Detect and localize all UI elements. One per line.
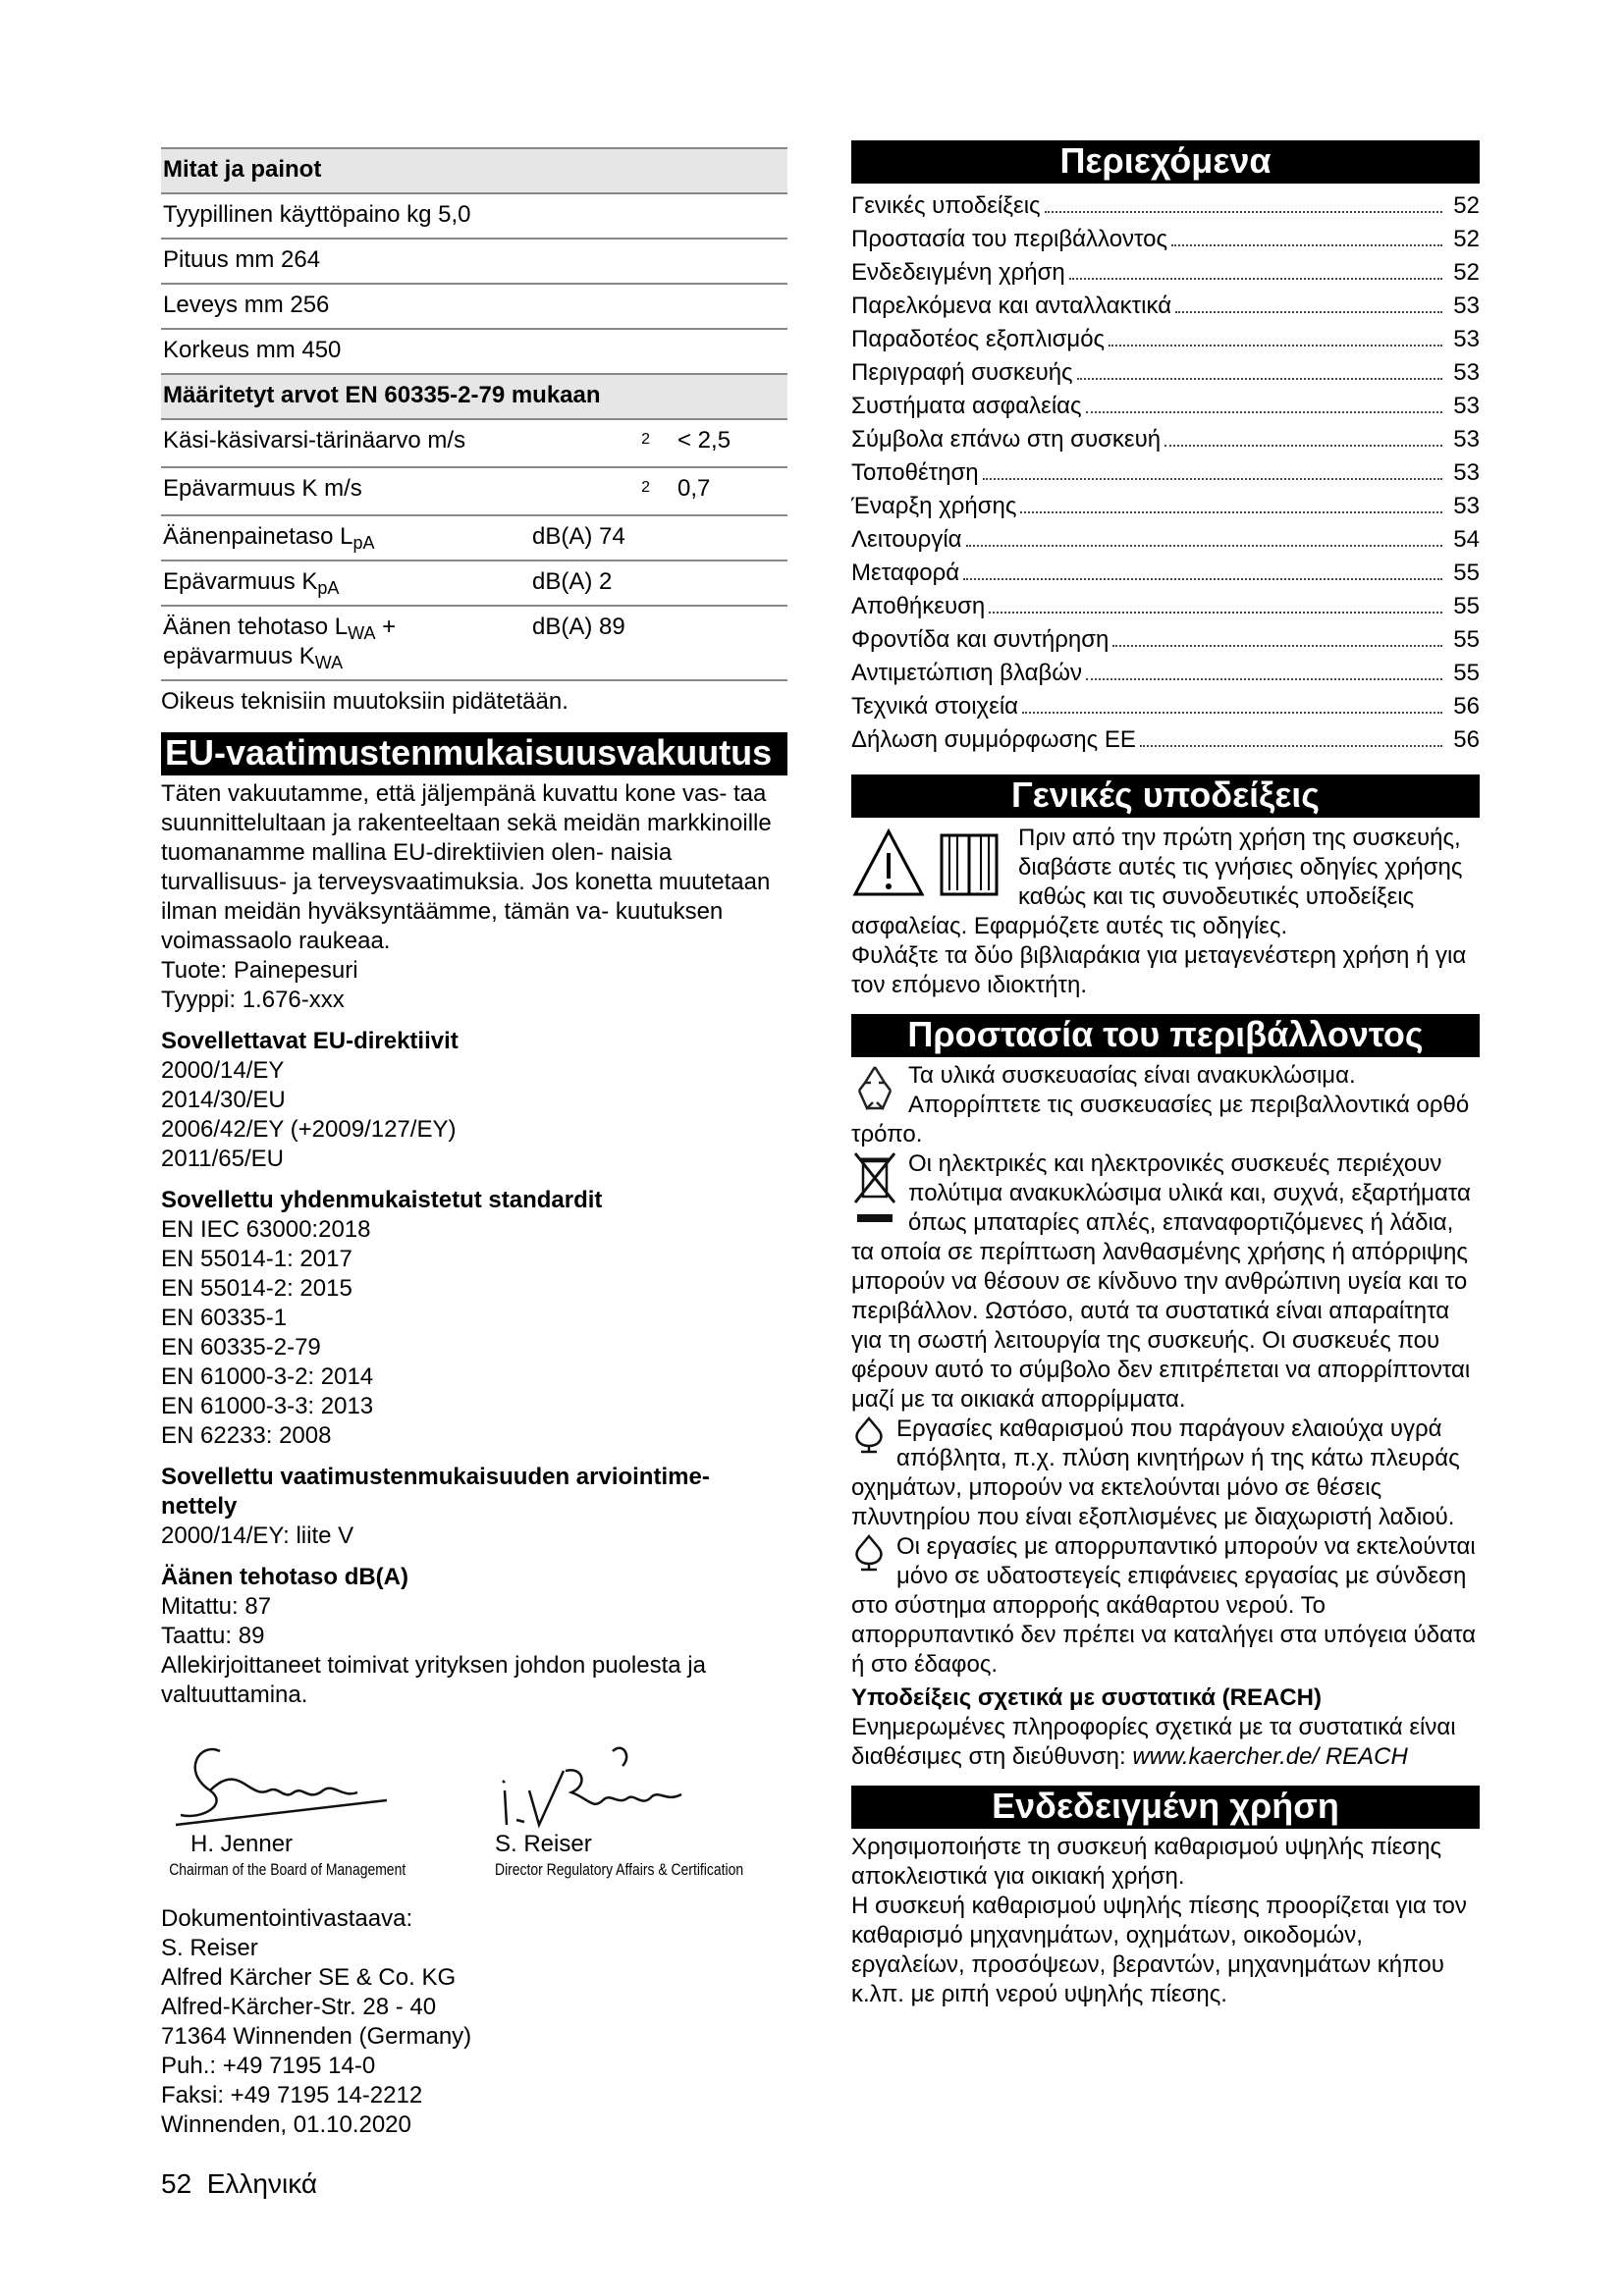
toc-item[interactable]: [851, 458, 1480, 492]
signature-block-jenner: [161, 1732, 460, 1881]
right-column: [851, 140, 1480, 2009]
toc-item[interactable]: [851, 659, 1480, 692]
toc-item-label: Παραδοτέος εξοπλισμός: [851, 326, 1106, 352]
general-heading: Γενικές υποδείξεις: [851, 774, 1480, 818]
general-text-2: Φυλάξτε τα δύο βιβλιαράκια για μεταγενέστερη χρήση ή για τον επόμενο ιδιοκτήτη.: [851, 942, 1467, 998]
toc-item[interactable]: [851, 425, 1480, 458]
spec-unit-sup: 2: [641, 431, 650, 448]
doc-line: Faksi: +49 7195 14-2212: [161, 2082, 423, 2109]
toc-item-page: 52: [1453, 259, 1480, 286]
toc-item-label: Λειτουργία: [851, 526, 962, 553]
spec-label: Äänenpainetaso L: [163, 523, 353, 550]
spec-row: Korkeus mm 450: [161, 329, 787, 374]
doc-line: Puh.: +49 7195 14-0: [161, 2053, 376, 2079]
toc-item[interactable]: [851, 525, 1480, 559]
signatures: [161, 1732, 787, 1879]
toc-item[interactable]: [851, 725, 1480, 759]
water-drop-icon: [851, 1532, 887, 1572]
recycle-icon: [851, 1061, 898, 1116]
toc-item-label: Έναρξη χρήσης: [851, 493, 1017, 519]
toc-dot-leader: [1175, 311, 1442, 313]
eu-procedure-title: Sovellettu vaatimustenmukaisuuden arviointime- nettely: [161, 1464, 710, 1520]
signature-jenner: [161, 1732, 397, 1830]
toc-item[interactable]: [851, 592, 1480, 625]
toc-item[interactable]: [851, 559, 1480, 592]
spec-row-vibration: [161, 419, 787, 467]
eu-standard: EN 60335-1: [161, 1305, 288, 1331]
intended-use-text-2: Η συσκευή καθαρισμού υψηλής πίεσης προορίζεται για τον καθαρισμό μηχανημάτων, οχημάτων, οικοδομών, εργαλείων, προσόψεων, βεραντών, μηχανημάτων κήπου κ.λπ. με ριπή νερού υψηλής πίεσης.: [851, 1893, 1467, 2007]
toc-item-label: Αντιμετώπιση βλαβών: [851, 660, 1083, 686]
signer1-role: Chairman of the Board of Management: [169, 1860, 406, 1879]
table-of-contents: [851, 191, 1480, 759]
left-column: [161, 147, 787, 2140]
toc-item-page: 53: [1453, 326, 1480, 352]
signature-reiser: [495, 1732, 691, 1830]
page-language: Ελληνικά: [206, 2168, 318, 2199]
env-detergent: [851, 1532, 1480, 1680]
toc-item-label: Συστήματα ασφαλείας: [851, 393, 1082, 419]
toc-item-page: 56: [1453, 693, 1480, 720]
toc-dot-leader: [1171, 244, 1442, 246]
reach-text: Ενημερωμένες πληροφορίες σχετικά με τα συστατικά είναι διαθέσιμες στη διεύθυνση:: [851, 1714, 1456, 1770]
environment-section: [851, 1061, 1480, 1772]
toc-dot-leader: [966, 545, 1442, 547]
spec-table: [161, 147, 787, 681]
env-weee: [851, 1149, 1480, 1415]
spec-row: Tyypillinen käyttöpaino kg 5,0: [161, 193, 787, 239]
page-footer: [161, 2169, 317, 2199]
toc-dot-leader: [1022, 712, 1442, 714]
toc-item[interactable]: [851, 625, 1480, 659]
toc-item-label: Φροντίδα και συντήρηση: [851, 626, 1110, 653]
doc-line: Alfred Kärcher SE & Co. KG: [161, 1964, 457, 1991]
intended-use-section: [851, 1833, 1480, 2009]
doc-line: Alfred-Kärcher-Str. 28 - 40: [161, 1994, 437, 2020]
spec-row-uncertainty: [161, 467, 787, 515]
env-detergent-text: Οι εργασίες με απορρυπαντικό μπορούν να εκτελούνται μόνο σε υδατοστεγείς επιφάνειες εργασίας με σύνδεση στο σύστημα απορροής ακάθαρτου νερού. Το απορρυπαντικό δεν πρέπει να καταλήγει στα υπόγεια ύδατα ή στο έδαφος.: [851, 1533, 1477, 1678]
env-oil: [851, 1415, 1480, 1532]
eu-directive: 2000/14/EY: [161, 1057, 285, 1084]
spec-row-sound-power: [161, 606, 787, 680]
eu-standard: EN 55014-1: 2017: [161, 1246, 352, 1272]
spec-value: dB(A) 74: [530, 515, 787, 561]
eu-procedure: 2000/14/EY: liite V: [161, 1522, 354, 1549]
general-icons: [851, 824, 1008, 910]
eu-directive: 2014/30/EU: [161, 1087, 286, 1113]
spec-label: Epävarmuus K m/s: [161, 467, 530, 515]
spec-unit-sup: 2: [641, 479, 650, 496]
eu-standard: EN IEC 63000:2018: [161, 1216, 371, 1243]
toc-item-label: Προστασία του περιβάλλοντος: [851, 226, 1168, 252]
spec-value: 0,7: [676, 467, 787, 515]
toc-item-label: Ενδεδειγμένη χρήση: [851, 259, 1065, 286]
eu-directives-title: Sovellettavat EU-direktiivit: [161, 1028, 459, 1054]
warning-triangle-icon: [851, 824, 1008, 902]
spec-sub: pA: [317, 578, 340, 598]
signer1-name: H. Jenner: [190, 1831, 294, 1857]
toc-item-page: 56: [1453, 726, 1480, 753]
toc-item-page: 53: [1453, 393, 1480, 419]
env-oil-text: Εργασίες καθαρισμού που παράγουν ελαιούχα υγρά απόβλητα, π.χ. πλύση κινητήρων ή της κάτω πλευράς οχημάτων, μπορούν να εκτελούνται μόνο σε θέσεις πλυντηρίου που είναι εξοπλισμένες με διαχωριστή λαδιού.: [851, 1415, 1460, 1530]
eu-standard: EN 55014-2: 2015: [161, 1275, 352, 1302]
spec-value: < 2,5: [676, 419, 787, 467]
general-text: Πριν από την πρώτη χρήση της συσκευής, διαβάστε αυτές τις γνήσιες οδηγίες χρήσης καθώς και τις συνοδευτικές υποδείξεις ασφαλείας. Εφαρμόζετε αυτές τις οδηγίες.: [851, 825, 1463, 939]
toc-item-page: 55: [1453, 626, 1480, 653]
doc-line: Dokumentointivastaava:: [161, 1905, 413, 1932]
water-drop-icon: [851, 1415, 887, 1454]
toc-item-page: 53: [1453, 459, 1480, 486]
spec-row-sound-uncertainty: [161, 561, 787, 606]
toc-heading: Περιεχόμενα: [851, 140, 1480, 184]
spec-value: dB(A) 89: [530, 606, 787, 680]
spec-row: Leveys mm 256: [161, 284, 787, 329]
eu-declaration-heading: EU-vaatimustenmukaisuusvakuutus: [161, 732, 787, 775]
env-weee-text: Οι ηλεκτρικές και ηλεκτρονικές συσκευές περιέχουν πολύτιμα ανακυκλώσιμα υλικά και, συχνά, εξαρτήματα όπως μπαταρίες απλές, επαναφορτιζόμενες ή λάδια, τα οποία σε περίπτωση λανθασμένης χρήσης ή απόρριψης μπορούν να θέσουν σε κίνδυνο την ανθρώπινη υγεία και το περιβάλλον. Ωστόσο, αυτά τα συστατικά είναι απαραίτητα για τη σωστή λειτουργία της συσκευής. Οι συσκευές που φέρουν αυτό το σύμβολο δεν επιτρέπεται να απορρίπτονται μαζί με τα οικιακά απορρίμματα.: [851, 1150, 1471, 1413]
spec-label: epävarmuus K: [163, 643, 315, 669]
toc-dot-leader: [1112, 645, 1442, 647]
toc-item-label: Μεταφορά: [851, 560, 960, 586]
toc-item-label: Σύμβολα επάνω στη συσκευή: [851, 426, 1162, 453]
toc-item-page: 55: [1453, 593, 1480, 619]
toc-item-label: Αποθήκευση: [851, 593, 986, 619]
toc-item-page: 55: [1453, 560, 1480, 586]
toc-dot-leader: [963, 578, 1442, 580]
eu-intro: Täten vakuutamme, että jäljempänä kuvattu kone vas- taa suunnittelultaan ja rakenteeltaan sekä meidän markkinoille tuomanamme mallina EU-direktiivien olen- naisia turvallisuus- ja terveysvaatimuksia. Jos konetta muutetaan ilman meidän hyväksyntäämme, tämän va- kuutuksen voimassaolo raukeaa.: [161, 780, 772, 954]
documentation-contact: [161, 1904, 787, 2140]
spec-label: +: [375, 614, 397, 640]
spec-header-dimensions: Mitat ja painot: [161, 148, 787, 193]
toc-item-label: Παρελκόμενα και ανταλλακτικά: [851, 293, 1172, 319]
reach-title: Υποδείξεις σχετικά με συστατικά (REACH): [851, 1684, 1322, 1711]
spec-sub: pA: [352, 533, 375, 553]
eu-type: Tyyppi: 1.676-xxx: [161, 987, 345, 1013]
spec-label: Äänen tehotaso L: [163, 614, 349, 640]
toc-item[interactable]: [851, 191, 1480, 225]
eu-product: Tuote: Painepesuri: [161, 957, 358, 984]
toc-item[interactable]: [851, 225, 1480, 258]
spec-label: Epävarmuus K: [163, 568, 318, 595]
toc-dot-leader: [1069, 278, 1442, 280]
toc-item[interactable]: [851, 692, 1480, 725]
toc-dot-leader: [1045, 211, 1442, 213]
toc-dot-leader: [983, 478, 1442, 480]
crossed-bin-icon: [851, 1149, 898, 1230]
toc-item[interactable]: [851, 358, 1480, 392]
toc-dot-leader: [1086, 411, 1442, 413]
toc-item-page: 52: [1453, 226, 1480, 252]
general-section: [851, 824, 1480, 1000]
doc-line: Winnenden, 01.10.2020: [161, 2111, 411, 2138]
toc-item-page: 53: [1453, 493, 1480, 519]
eu-standard: EN 61000-3-3: 2013: [161, 1393, 374, 1419]
eu-directive: 2006/42/EY (+2009/127/EY): [161, 1116, 457, 1143]
reach-link[interactable]: www.kaercher.de/ REACH: [1132, 1743, 1408, 1770]
spec-label: Käsi-käsivarsi-tärinäarvo m/s: [161, 419, 530, 467]
toc-item-page: 55: [1453, 660, 1480, 686]
intended-use-heading: Ενδεδειγμένη χρήση: [851, 1786, 1480, 1829]
intended-use-text-1: Χρησιμοποιήστε τη συσκευή καθαρισμού υψηλής πίεσης αποκλειστικά για οικιακή χρήση.: [851, 1834, 1442, 1890]
eu-standard: EN 60335-2-79: [161, 1334, 321, 1361]
toc-dot-leader: [1164, 445, 1442, 447]
doc-line: 71364 Winnenden (Germany): [161, 2023, 472, 2050]
doc-line: S. Reiser: [161, 1935, 258, 1961]
toc-item[interactable]: [851, 492, 1480, 525]
environment-heading: Προστασία του περιβάλλοντος: [851, 1014, 1480, 1057]
toc-item-label: Δήλωση συμμόρφωσης ΕΕ: [851, 726, 1136, 753]
signature-block-reiser: [495, 1732, 798, 1881]
signer2-role: Director Regulatory Affairs & Certification: [495, 1860, 744, 1879]
spec-value: dB(A) 2: [530, 561, 787, 606]
toc-dot-leader: [989, 612, 1442, 614]
toc-dot-leader: [1077, 378, 1442, 380]
toc-item-label: Γενικές υποδείξεις: [851, 192, 1041, 219]
env-packaging-text: Τα υλικά συσκευασίας είναι ανακυκλώσιμα. Απορρίπτετε τις συσκευασίες με περιβαλλοντικά ορθό τρόπο.: [851, 1062, 1470, 1148]
eu-standards-title: Sovellettu yhdenmukaistetut standardit: [161, 1187, 603, 1213]
eu-sound-guaranteed: Taattu: 89: [161, 1623, 265, 1649]
toc-item-page: 52: [1453, 192, 1480, 219]
eu-standard: EN 61000-3-2: 2014: [161, 1363, 374, 1390]
signer2-name: S. Reiser: [495, 1831, 592, 1857]
toc-item-page: 53: [1453, 426, 1480, 453]
eu-sound-title: Äänen tehotaso dB(A): [161, 1564, 408, 1590]
page-number: 52: [161, 2168, 192, 2199]
toc-item[interactable]: [851, 258, 1480, 292]
toc-item-label: Τεχνικά στοιχεία: [851, 693, 1019, 720]
spec-row-sound-pressure: [161, 515, 787, 561]
toc-item-page: 53: [1453, 293, 1480, 319]
eu-standard: EN 62233: 2008: [161, 1422, 332, 1449]
manual-book-icon: [942, 835, 997, 894]
toc-item-page: 53: [1453, 359, 1480, 386]
toc-item-label: Τοποθέτηση: [851, 459, 979, 486]
reach-paragraph: [851, 1713, 1480, 1772]
eu-sound-measured: Mitattu: 87: [161, 1593, 272, 1620]
toc-dot-leader: [1086, 678, 1442, 680]
env-packaging: [851, 1061, 1480, 1149]
toc-dot-leader: [1020, 511, 1442, 513]
eu-directive: 2011/65/EU: [161, 1146, 284, 1172]
eu-signed-statement: Allekirjoittaneet toimivat yrityksen johdon puolesta ja valtuuttamina.: [161, 1652, 706, 1708]
spec-row: Pituus mm 264: [161, 239, 787, 284]
spec-header-values: Määritetyt arvot EN 60335-2-79 mukaan: [161, 374, 787, 419]
spec-sub: WA: [348, 623, 376, 643]
spec-note: Oikeus teknisiin muutoksiin pidätetään.: [161, 688, 568, 715]
toc-item-page: 54: [1453, 526, 1480, 553]
toc-dot-leader: [1109, 345, 1442, 347]
toc-dot-leader: [1140, 745, 1442, 747]
toc-item[interactable]: [851, 292, 1480, 325]
toc-item-label: Περιγραφή συσκευής: [851, 359, 1073, 386]
toc-item[interactable]: [851, 392, 1480, 425]
toc-item[interactable]: [851, 325, 1480, 358]
spec-sub: WA: [314, 653, 344, 672]
